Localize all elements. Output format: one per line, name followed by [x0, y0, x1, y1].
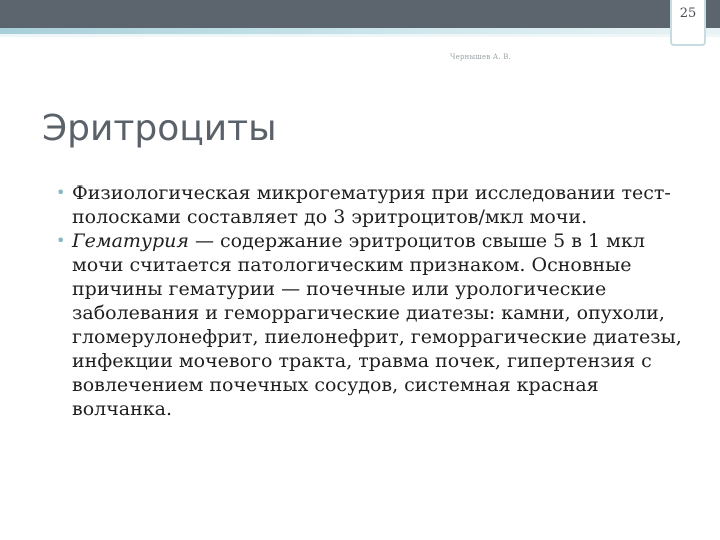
bullet-marker: • [56, 183, 66, 202]
slide-title: Эритроциты [42, 108, 277, 149]
bullet-item [56, 229, 692, 421]
bullet-term: Гематурия [72, 230, 189, 252]
bullet-text: Физиологическая микрогематурия при исследовании тест-полосками составляет до 3 эритроцитов/мкл мочи. [72, 182, 671, 228]
page-number: 25 [679, 6, 697, 21]
bullet-item [56, 181, 692, 229]
bullet-marker: • [56, 231, 66, 250]
author-label: Чернышев А. В. [450, 53, 512, 61]
header-band [0, 0, 720, 28]
bullet-text: — содержание эритроцитов свыше 5 в 1 мкл мочи считается патологическим признаком. Основные причины гематурии — почечные или урологические заболевания и геморрагические диатезы: камни, опухоли, гломерулонефрит, пиелонефрит, геморрагические диатезы, инфекции мочевого тракта, травма почек, гипертензия с вовлечением почечных сосудов, системная красная волчанка. [72, 230, 682, 420]
bullet-list [56, 181, 692, 421]
header-accent-stripe-light [0, 34, 720, 37]
